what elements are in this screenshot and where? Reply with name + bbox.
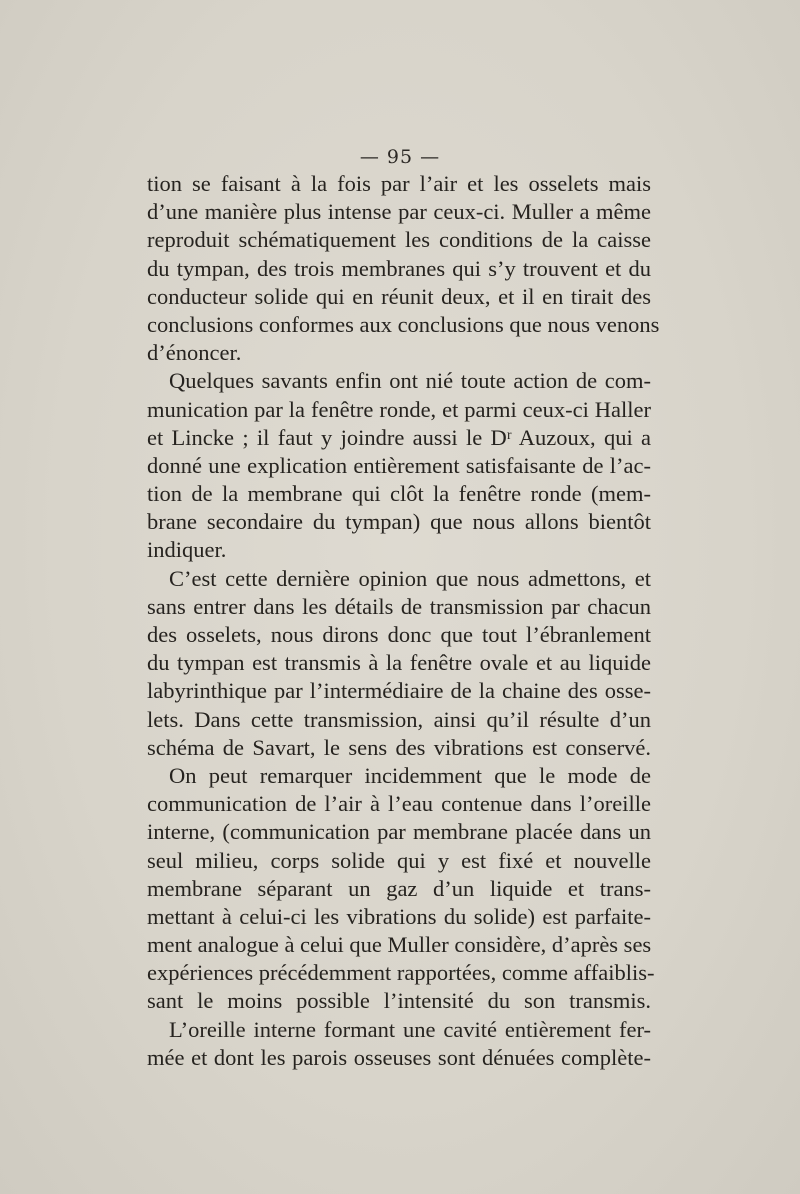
text-line: donné une explication entièrement satisfaisante de l’ac- xyxy=(147,452,651,478)
text-line: expériences précédemment rapportées, comme affaiblis- xyxy=(147,960,655,986)
text-line: labyrinthique par l’intermédiaire de la chaine des osse- xyxy=(147,678,651,704)
text-line: munication par la fenêtre ronde, et parmi ceux-ci Haller xyxy=(147,396,651,422)
text-line: d’énoncer. xyxy=(147,340,242,366)
text-line: tion de la membrane qui clôt la fenêtre ronde (mem- xyxy=(147,481,651,507)
text-line: sans entrer dans les détails de transmission par chacun xyxy=(147,593,651,619)
text-line: membrane séparant un gaz d’un liquide et trans- xyxy=(147,875,651,901)
text-line: Quelques savants enfin ont nié toute action de com- xyxy=(169,368,651,394)
text-line: reproduit schématiquement les conditions de la caisse xyxy=(147,227,651,253)
text-line: d’une manière plus intense par ceux-ci. Muller a même xyxy=(147,199,651,225)
text-line: interne, (communication par membrane placée dans un xyxy=(147,819,651,845)
text-line: et Lincke ; il faut y joindre aussi le Dʳ Auzoux, qui a xyxy=(147,424,651,450)
text-line: C’est cette dernière opinion que nous admettons, et xyxy=(169,565,651,591)
text-line: indiquer. xyxy=(147,537,227,563)
text-line: schéma de Savart, le sens des vibrations est conservé. xyxy=(147,734,651,760)
text-line: On peut remarquer incidemment que le mode de xyxy=(169,762,651,788)
text-line: du tympan, des trois membranes qui s’y trouvent et du xyxy=(147,255,651,281)
text-line: conducteur solide qui en réunit deux, et il en tirait des xyxy=(147,283,651,309)
page-number: — 95 — xyxy=(359,146,441,168)
text-line: lets. Dans cette transmission, ainsi qu’il résulte d’un xyxy=(147,706,651,732)
text-line: du tympan est transmis à la fenêtre ovale et au liquide xyxy=(147,650,651,676)
text-line: ment analogue à celui que Muller considère, d’après ses xyxy=(147,932,652,958)
text-line: mettant à celui-ci les vibrations du solide) est parfaite- xyxy=(147,903,651,929)
text-line: communication de l’air à l’eau contenue dans l’oreille xyxy=(147,791,651,817)
text-line: mée et dont les parois osseuses sont dénuées complète- xyxy=(147,1044,651,1070)
text-line: des osselets, nous dirons donc que tout l’ébranlement xyxy=(147,622,651,647)
text-line: tion se faisant à la fois par l’air et les osselets mais xyxy=(147,171,651,196)
text-line: seul milieu, corps solide qui y est fixé et nouvelle xyxy=(147,847,651,873)
body-text xyxy=(147,170,660,1072)
text-line: brane secondaire du tympan) que nous allons bientôt xyxy=(147,509,651,535)
text-line: conclusions conformes aux conclusions que nous venons xyxy=(147,311,660,337)
text-line: sant le moins possible l’intensité du son transmis. xyxy=(147,988,651,1014)
text-line: L’oreille interne formant une cavité entièrement fer- xyxy=(169,1016,651,1042)
